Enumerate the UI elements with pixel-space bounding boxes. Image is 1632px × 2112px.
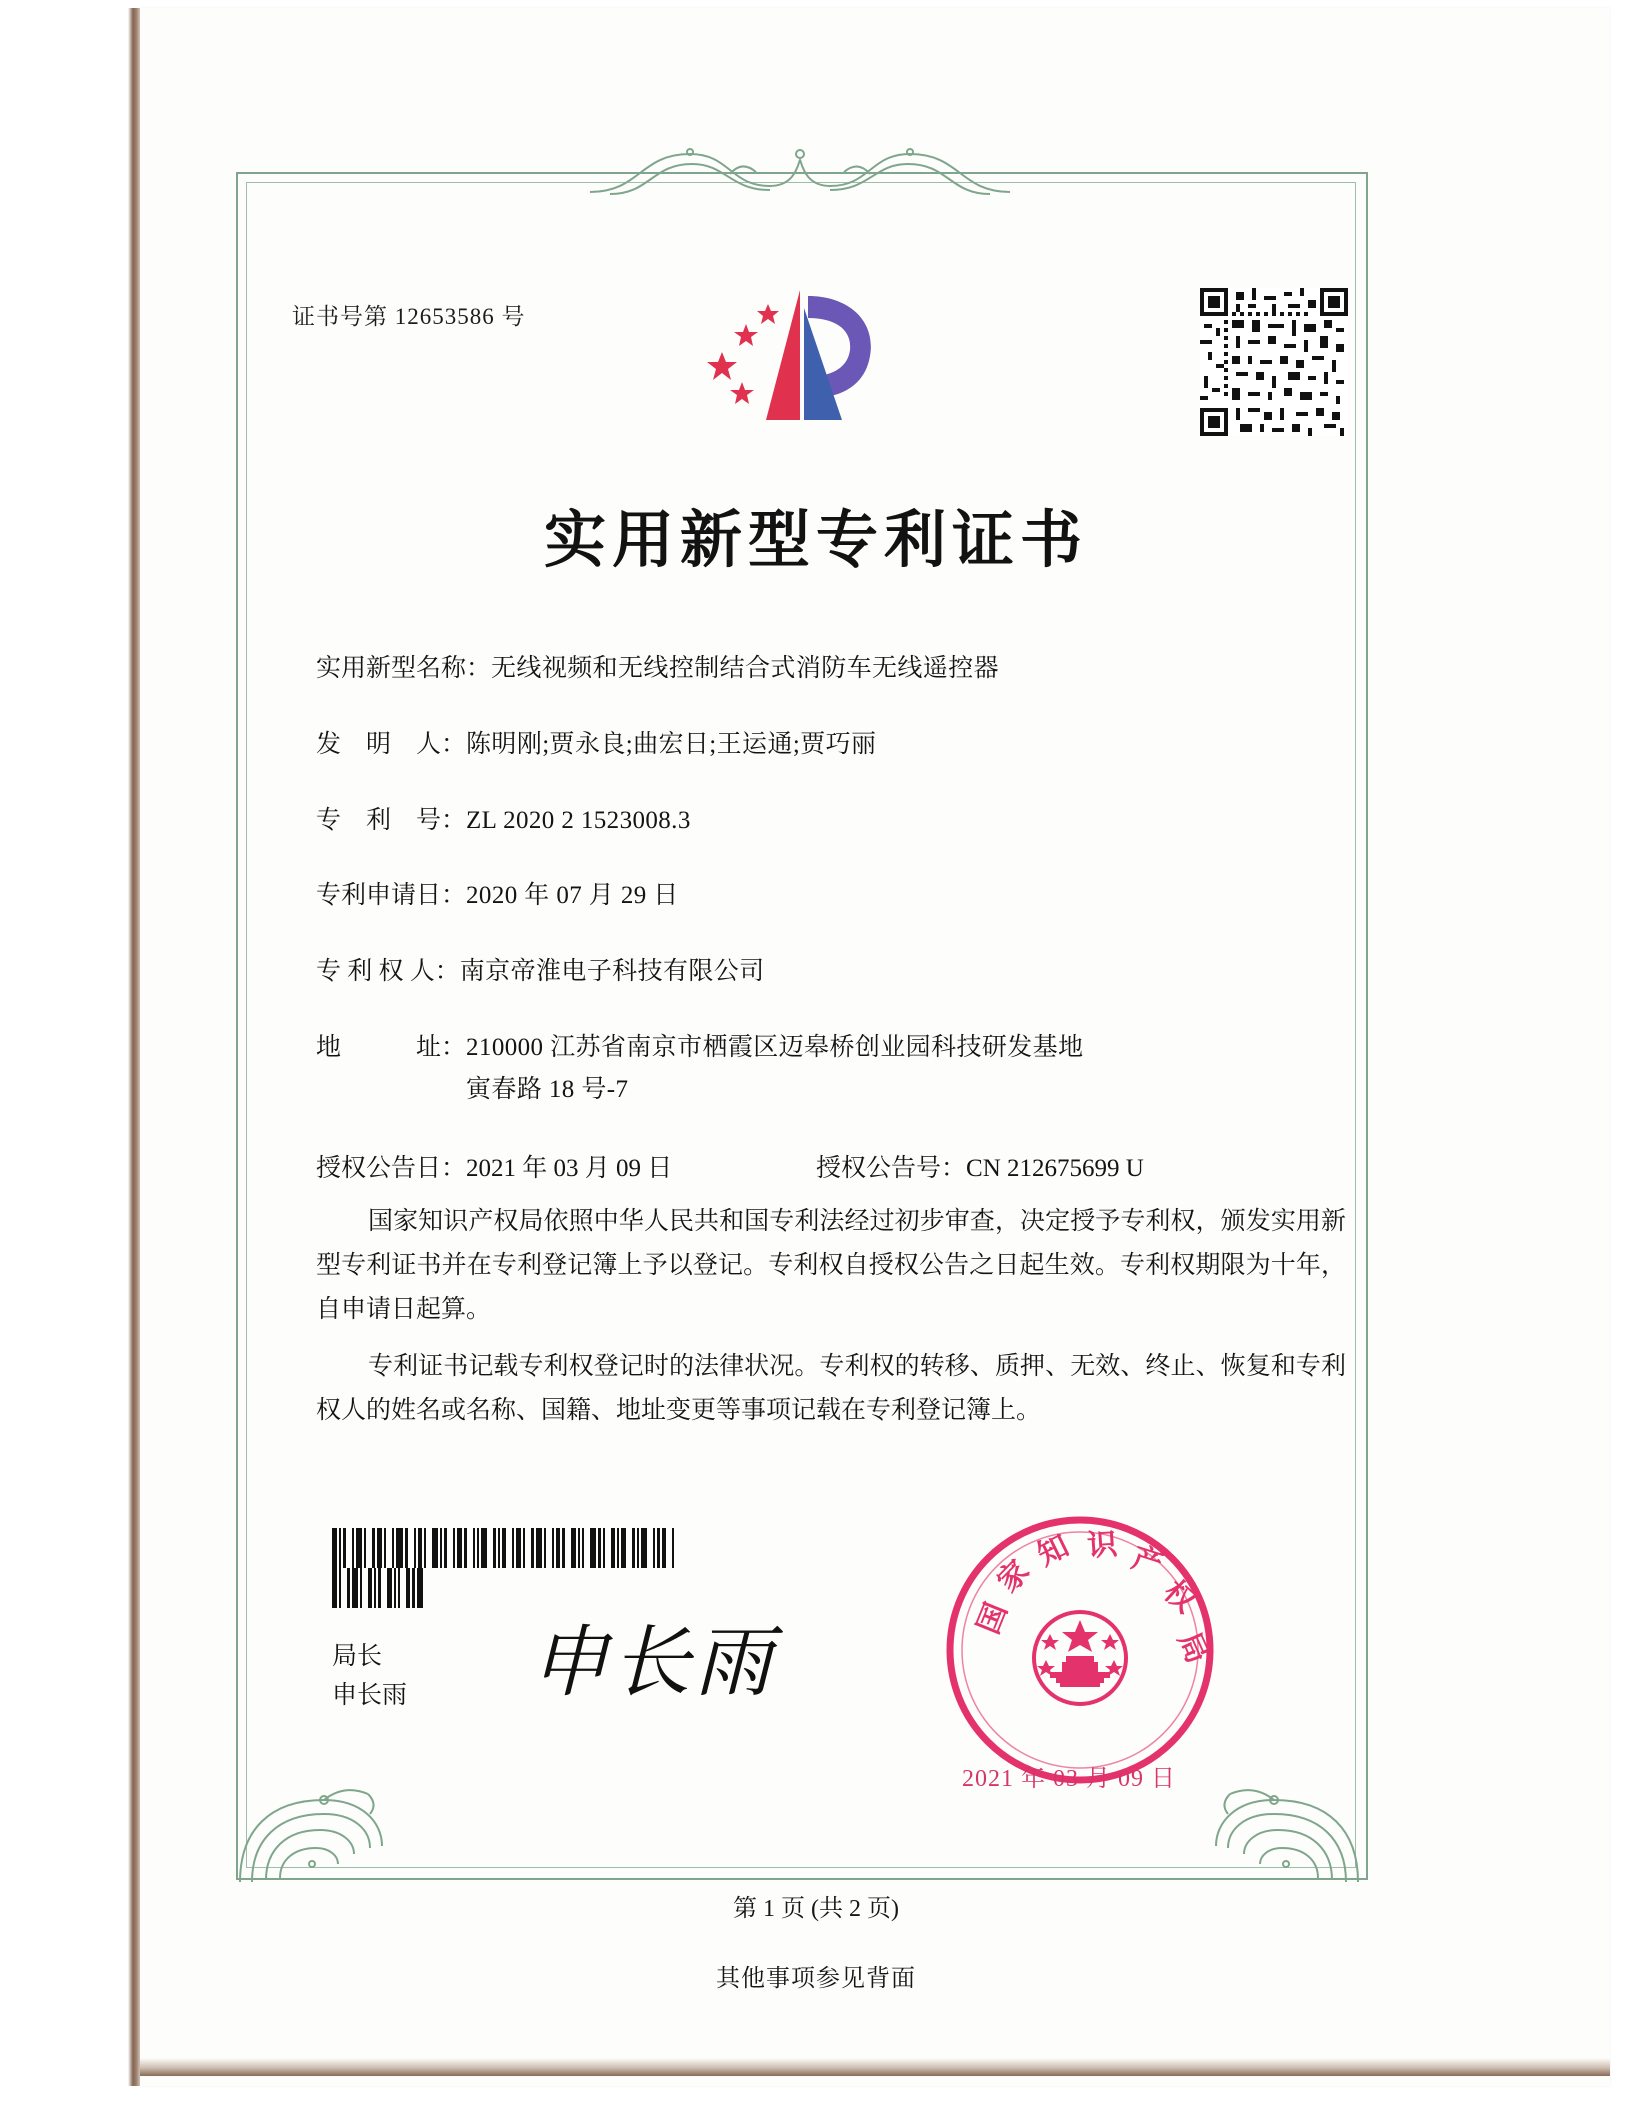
field-row-patentee bbox=[316, 955, 1336, 989]
field-row-application-date bbox=[316, 879, 1336, 913]
bottom-left-ornament-icon bbox=[232, 1760, 412, 1890]
svg-text:家: 家 bbox=[991, 1554, 1036, 1599]
field-label: 专利申请日： bbox=[316, 882, 467, 910]
field-row-address bbox=[316, 1031, 1336, 1107]
barcode bbox=[332, 1528, 680, 1568]
grant-date-value: 2021 年 03 月 09 日 bbox=[466, 1155, 673, 1183]
field-label: 发 明 人： bbox=[316, 730, 467, 758]
svg-text:产: 产 bbox=[1127, 1541, 1167, 1582]
grant-date-label: 授权公告日： bbox=[316, 1155, 467, 1183]
signature-block bbox=[332, 1638, 407, 1716]
field-label: 专 利 权 人： bbox=[316, 958, 460, 985]
grant-number-label: 授权公告号： bbox=[816, 1155, 967, 1183]
field-list bbox=[316, 652, 1336, 1218]
svg-text:国: 国 bbox=[971, 1598, 1014, 1639]
field-value: 2020 年 07 月 29 日 bbox=[466, 882, 679, 910]
page-title: 实用新型专利证书 bbox=[543, 507, 1088, 575]
field-value: 210000 江苏省南京市栖霞区迈皋桥创业园科技研发基地 bbox=[466, 1033, 1084, 1061]
seal-date: 2021 年 03 月 09 日 bbox=[962, 1766, 1176, 1792]
field-label: 地 址： bbox=[316, 1033, 467, 1061]
svg-text:局: 局 bbox=[1171, 1627, 1214, 1669]
field-label: 专 利 号： bbox=[316, 806, 467, 834]
handwritten-signature: 申长雨 bbox=[530, 1619, 777, 1706]
field-value-line2: 寅春路 18 号-7 bbox=[466, 1075, 629, 1103]
paper-bottom-edge bbox=[140, 2058, 1610, 2076]
cnipa-logo-icon bbox=[700, 278, 890, 438]
paragraph-grant-statement: 国家知识产权局依照中华人民共和国专利法经过初步审查，决定授予专利权，颁发实用新型专利证书并在专利登记簿上予以登记。专利权自授权公告之日起生效。专利权期限为十年，自申请日起算。 bbox=[316, 1208, 1346, 1323]
field-value: 陈明刚;贾永良;曲宏日;王运通;贾巧丽 bbox=[466, 730, 877, 758]
svg-text:识: 识 bbox=[1086, 1527, 1119, 1563]
field-row-patent-number bbox=[316, 804, 1336, 838]
official-seal-icon bbox=[940, 1510, 1220, 1790]
field-label: 实用新型名称： bbox=[316, 655, 492, 682]
svg-text:权: 权 bbox=[1157, 1574, 1202, 1620]
grant-number-value: CN 212675699 U bbox=[966, 1155, 1144, 1183]
field-value: 南京帝淮电子科技有限公司 bbox=[459, 958, 765, 985]
signature-name: 申长雨 bbox=[332, 1681, 408, 1709]
legal-text-block bbox=[316, 1200, 1346, 1447]
grant-number-group bbox=[816, 1148, 1144, 1184]
field-value-wrapper bbox=[466, 1031, 1336, 1107]
signature-title: 局长 bbox=[332, 1643, 383, 1670]
back-side-note: 其他事项参见背面 bbox=[716, 1966, 916, 1992]
qr-code bbox=[1200, 288, 1348, 436]
top-ornament-icon bbox=[580, 142, 1020, 204]
field-value: 无线视频和无线控制结合式消防车无线遥控器 bbox=[491, 655, 1000, 682]
field-row-inventors bbox=[316, 728, 1336, 762]
field-row-utility-model-name bbox=[316, 652, 1336, 686]
paragraph-registry-statement: 专利证书记载专利权登记时的法律状况。专利权的转移、质押、无效、终止、恢复和专利权人的姓名或名称、国籍、地址变更等事项记载在专利登记簿上。 bbox=[316, 1353, 1346, 1424]
page-number: 第 1 页 (共 2 页) bbox=[733, 1896, 899, 1922]
grant-date-group bbox=[316, 1148, 816, 1184]
svg-text:知: 知 bbox=[1032, 1529, 1075, 1573]
certificate-number: 证书号第 12653586 号 bbox=[292, 304, 526, 329]
field-value: ZL 2020 2 1523008.3 bbox=[466, 806, 691, 834]
field-row-grant-info bbox=[316, 1148, 1336, 1184]
